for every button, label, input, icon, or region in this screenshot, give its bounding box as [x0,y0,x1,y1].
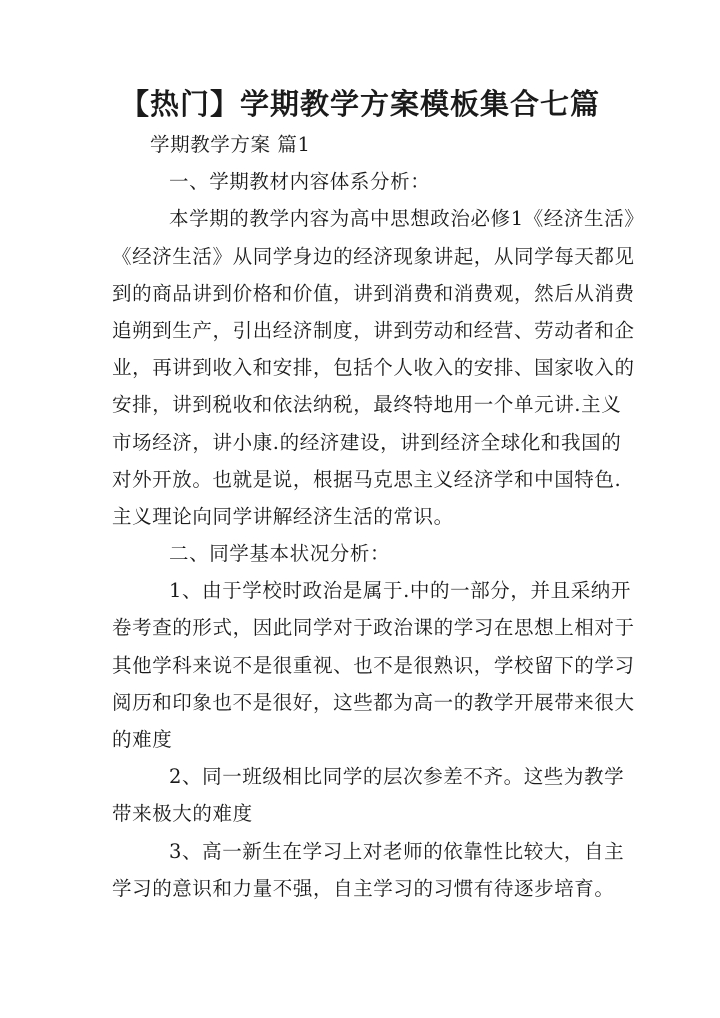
paragraph-line: 本学期的教学内容为高中思想政治必修1《经济生活》 [169,207,645,231]
paragraph-line: 带来极大的难度 [112,802,253,826]
subsection-heading: 一、学期教材内容体系分析： [169,170,431,194]
paragraph-line: 3、高一新生在学习上对老师的依靠性比较大，自主 [169,839,625,863]
paragraph-line: 其他学科来说不是很重视、也不是很熟识，学校留下的学习 [112,653,635,677]
paragraph-line: 学习的意识和力量不强，自主学习的习惯有待逐步培育。 [112,876,615,900]
paragraph-line: 《经济生活》从同学身边的经济现象讲起，从同学每天都见 [112,244,635,268]
paragraph-line: 卷考查的形式，因此同学对于政治课的学习在思想上相对于 [112,616,635,640]
paragraph-line: 对外开放。也就是说，根据马克思主义经济学和中国特色. [112,467,622,491]
paragraph-line: 追朔到生产，引出经济制度，讲到劳动和经营、劳动者和企 [112,318,635,342]
paragraph-line: 阅历和印象也不是很好，这些都为高一的教学开展带来很大 [112,690,635,714]
paragraph-line: 2、同一班级相比同学的层次参差不齐。这些为教学 [169,765,625,789]
paragraph-line: 安排，讲到税收和依法纳税，最终特地用一个单元讲.主义 [112,393,622,417]
paragraph-line: 市场经济，讲小康.的经济建设，讲到经济全球化和我国的 [112,430,622,454]
subsection-heading: 二、同学基本状况分析： [169,542,391,566]
section-heading: 学期教学方案 篇1 [150,133,311,156]
paragraph-line: 的难度 [112,728,173,751]
paragraph-line: 主义理论向同学讲解经济生活的常识。 [112,504,454,528]
document-body [112,126,645,907]
paragraph-line: 到的商品讲到价格和价值，讲到消费和消费观，然后从消费 [112,281,635,305]
document-title: 【热门】学期教学方案模板集合七篇 [119,87,600,121]
paragraph-line: 业，再讲到收入和安排，包括个人收入的安排、国家收入的 [112,356,635,380]
paragraph-line: 1、由于学校时政治是属于.中的一部分，并且采纳开 [169,579,632,603]
